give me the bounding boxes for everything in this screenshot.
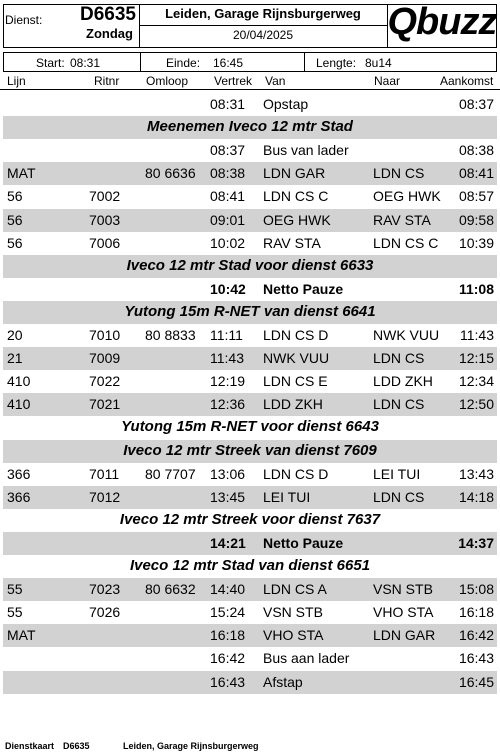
cell-ritnr: 7022 [89, 373, 121, 390]
cell-naar: LDN CS [373, 165, 425, 182]
section-title-row [3, 255, 497, 278]
cell-aankomst: 11:08 [458, 280, 494, 297]
cell-van: LDN CS D [263, 465, 329, 482]
col-aankomst: Aankomst [440, 74, 494, 88]
cell-van: LDN CS C [263, 188, 329, 205]
cell-van: LDN GAR [263, 165, 326, 182]
cell-naar: VSN STB [373, 581, 433, 598]
cell-naar: VHO STA [373, 604, 434, 621]
trip-row [3, 601, 497, 624]
cell-naar: LDD ZKH [373, 373, 433, 390]
col-lijn: Lijn [7, 74, 26, 88]
end-label: Einde: [166, 56, 201, 70]
time-divider [304, 53, 305, 71]
footer-label: Dienstkaart [5, 741, 55, 751]
cell-naar: LEI TUI [373, 465, 421, 482]
date: 20/04/2025 [232, 28, 294, 42]
trip-row [3, 139, 497, 162]
cell-aankomst: 16:43 [458, 650, 494, 667]
time-divider [140, 53, 141, 71]
cell-ritnr: 7009 [89, 350, 121, 367]
trip-row [3, 162, 497, 185]
cell-aankomst: 16:18 [458, 604, 494, 621]
section-title-row [3, 416, 497, 439]
cell-lijn: 56 [7, 234, 23, 251]
cell-ritnr: 7021 [89, 396, 121, 413]
cell-vertrek: 15:24 [210, 604, 246, 621]
cell-van: Bus van lader [263, 142, 349, 159]
col-naar: Naar [374, 74, 401, 88]
cell-vertrek: 13:45 [210, 488, 246, 505]
cell-aankomst: 08:37 [458, 96, 494, 112]
cell-vertrek: 08:31 [210, 96, 246, 112]
trip-row [3, 209, 497, 232]
cell-aankomst: 12:15 [458, 350, 494, 367]
cell-aankomst: 08:41 [458, 165, 494, 182]
section-title-row [3, 440, 497, 463]
section-title: Yutong 15m R-NET van dienst 6641 [124, 302, 376, 320]
footer-dienst: D6635 [63, 741, 90, 751]
dienst-label: Dienst: [5, 13, 43, 27]
cell-omloop: 80 6632 [145, 581, 196, 598]
cell-naar: OEG HWK [373, 188, 441, 205]
cell-aankomst: 16:42 [458, 627, 494, 644]
section-title-row [3, 301, 497, 324]
cell-aankomst: 12:34 [458, 373, 494, 390]
section-title-row [3, 509, 497, 532]
location-divider [139, 25, 387, 26]
trip-row [3, 486, 497, 509]
cell-lijn: 366 [7, 465, 31, 482]
cell-vertrek: 11:11 [210, 327, 243, 343]
location-title: Leiden, Garage Rijnsburgerweg [165, 6, 361, 21]
cell-van: NWK VUU [263, 350, 330, 367]
time-summary [3, 52, 497, 72]
cell-aankomst: 10:39 [458, 234, 494, 251]
col-van: Van [265, 74, 286, 88]
col-ritnr: Ritnr [94, 74, 120, 88]
start-label: Start: [36, 56, 65, 70]
cell-van: LDN CS D [263, 327, 329, 343]
cell-van: Bus aan lader [263, 650, 350, 667]
cell-van: Afstap [263, 673, 303, 690]
section-title: Iveco 12 mtr Streek van dienst 7609 [123, 441, 377, 459]
cell-lijn: MAT [7, 627, 36, 644]
cell-lijn: 56 [7, 211, 23, 228]
cell-naar: LDN CS [373, 488, 425, 505]
cell-ritnr: 7003 [89, 211, 121, 228]
cell-lijn: 410 [7, 396, 31, 413]
cell-ritnr: 7006 [89, 234, 121, 251]
trip-row [3, 463, 497, 486]
section-title: Meenemen Iveco 12 mtr Stad [147, 118, 353, 136]
cell-naar: NWK VUU [373, 327, 440, 343]
trip-row [3, 578, 497, 601]
col-vertrek: Vertrek [214, 74, 253, 88]
cell-naar: LDN CS C [373, 234, 439, 251]
section-title-row [3, 116, 497, 139]
cell-van: Netto Pauze [263, 534, 344, 551]
cell-vertrek: 14:21 [210, 534, 246, 551]
trip-row [3, 624, 497, 647]
cell-van: VHO STA [263, 627, 324, 644]
section-title: Iveco 12 mtr Streek voor dienst 7637 [119, 510, 381, 528]
cell-aankomst: 14:37 [458, 534, 494, 551]
pause-row [3, 278, 497, 301]
cell-vertrek: 16:42 [210, 650, 246, 667]
cell-naar: LDN GAR [373, 627, 436, 644]
cell-lijn: 55 [7, 581, 23, 598]
cell-vertrek: 08:37 [210, 142, 246, 159]
cell-lijn: 21 [7, 350, 23, 367]
cell-vertrek: 11:43 [210, 350, 244, 367]
cell-van: LEI TUI [263, 488, 311, 505]
cell-aankomst: 08:38 [458, 142, 494, 159]
cell-vertrek: 16:43 [210, 673, 246, 690]
trip-row [3, 347, 497, 370]
cell-aankomst: 15:08 [458, 581, 494, 598]
start-value: 08:31 [70, 56, 101, 70]
dienst-number: D6635 [80, 4, 136, 25]
cell-aankomst: 16:45 [458, 673, 494, 690]
cell-omloop: 80 8833 [145, 327, 196, 343]
dienst-day: Zondag [86, 26, 133, 41]
cell-van: VSN STB [263, 604, 323, 621]
col-omloop: Omloop [146, 74, 189, 88]
cell-naar: LDN CS [373, 350, 425, 367]
cell-ritnr: 7011 [89, 465, 120, 482]
cell-vertrek: 16:18 [210, 627, 246, 644]
cell-van: RAV STA [263, 234, 321, 251]
cell-vertrek: 14:40 [210, 581, 246, 598]
cell-ritnr: 7012 [89, 488, 121, 505]
section-title: Iveco 12 mtr Stad voor dienst 6633 [126, 256, 374, 274]
cell-aankomst: 08:57 [458, 188, 494, 205]
column-headers [0, 73, 500, 90]
trip-row [3, 185, 497, 208]
cell-naar: LDN CS [373, 396, 425, 413]
section-title: Yutong 15m R-NET voor dienst 6643 [121, 418, 379, 436]
end-value: 16:45 [213, 56, 244, 70]
trip-row [3, 393, 497, 416]
cell-vertrek: 10:02 [210, 234, 246, 251]
cell-lijn: 366 [7, 488, 31, 505]
cell-lijn: 410 [7, 373, 31, 390]
cell-lijn: 20 [7, 327, 23, 343]
cell-vertrek: 10:42 [210, 280, 246, 297]
cell-lijn: 56 [7, 188, 23, 205]
trip-row [3, 93, 497, 116]
cell-aankomst: 13:43 [458, 465, 494, 482]
cell-van: Netto Pauze [263, 280, 344, 297]
footer-location: Leiden, Garage Rijnsburgerweg [123, 741, 259, 751]
cell-van: LDD ZKH [263, 396, 323, 413]
cell-aankomst: 09:58 [458, 211, 494, 228]
section-title-row [3, 555, 497, 578]
cell-aankomst: 11:43 [460, 327, 494, 343]
length-label: Lengte: [316, 56, 357, 70]
section-title: Iveco 12 mtr Stad van dienst 6651 [129, 557, 371, 574]
cell-ritnr: 7002 [89, 188, 121, 205]
cell-van: OEG HWK [263, 211, 331, 228]
cell-vertrek: 08:38 [210, 165, 246, 182]
cell-vertrek: 08:41 [210, 188, 246, 205]
trip-row [3, 324, 497, 347]
cell-van: LDN CS A [263, 581, 327, 598]
cell-omloop: 80 6636 [145, 165, 196, 182]
cell-ritnr: 7023 [89, 581, 121, 598]
pause-row [3, 532, 497, 555]
cell-naar: RAV STA [373, 211, 431, 228]
cell-vertrek: 12:36 [210, 396, 246, 413]
cell-aankomst: 12:50 [458, 396, 494, 413]
trip-row [3, 370, 497, 393]
cell-ritnr: 7010 [89, 327, 121, 343]
cell-van: LDN CS E [263, 373, 328, 390]
length-value: 8u14 [365, 56, 392, 70]
cell-lijn: 55 [7, 604, 23, 621]
trip-row [3, 671, 497, 694]
trip-row [3, 232, 497, 255]
cell-omloop: 80 7707 [145, 465, 196, 482]
cell-van: Opstap [263, 96, 309, 112]
trip-row [3, 647, 497, 670]
cell-aankomst: 14:18 [458, 488, 494, 505]
cell-lijn: MAT [7, 165, 36, 182]
qbuzz-logo: Qbuzz [387, 1, 497, 43]
cell-ritnr: 7026 [89, 604, 121, 621]
cell-vertrek: 13:06 [210, 465, 246, 482]
cell-vertrek: 09:01 [210, 211, 246, 228]
cell-vertrek: 12:19 [210, 373, 246, 390]
